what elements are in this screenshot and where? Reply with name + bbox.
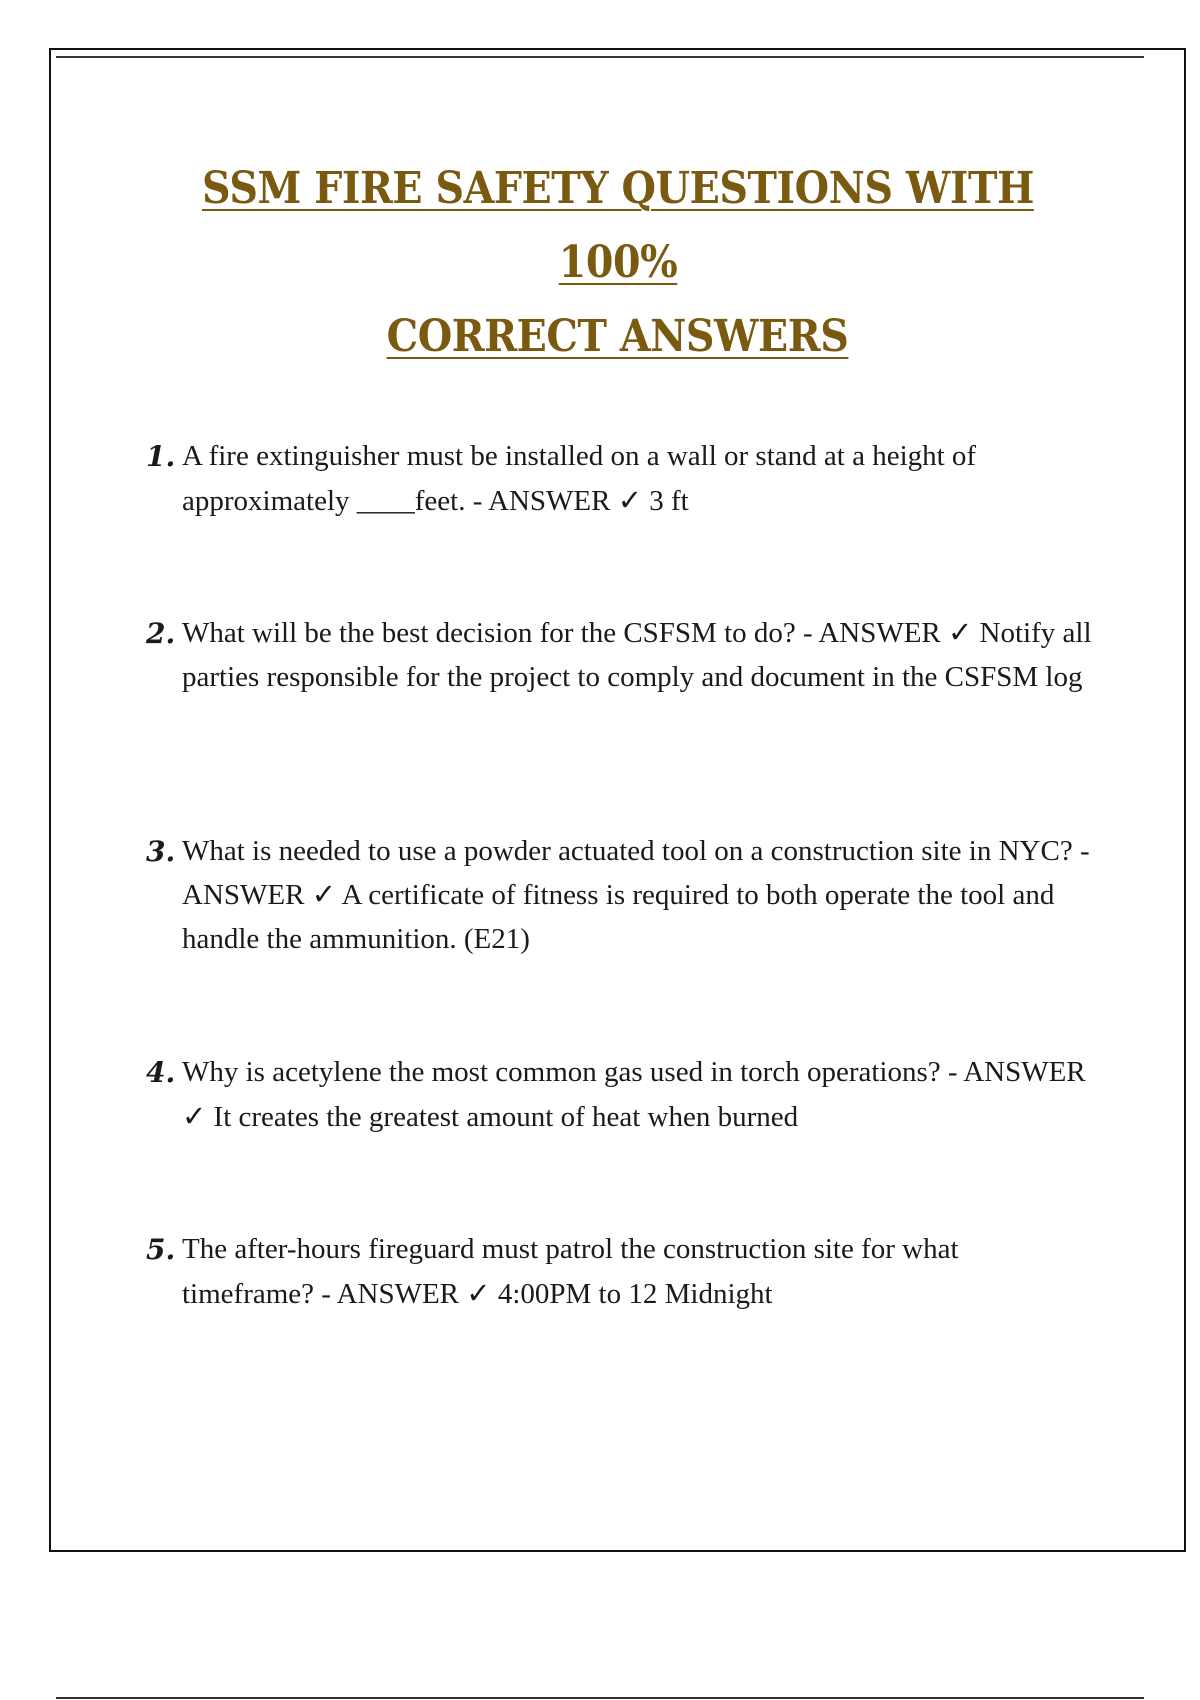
question-text: What is needed to use a powder actuated tool on a construction site in NYC? - ANSWER ✓ A certificate of fitness is required to both operate the tool and handle the ammunition. (E21) <box>182 835 1090 955</box>
question-text: Why is acetylene the most common gas used in torch operations? - ANSWER ✓ It creates the greatest amount of heat when burned <box>182 1056 1086 1133</box>
top-rule <box>56 56 1144 58</box>
page-title <box>100 152 1136 374</box>
question-item <box>146 434 1096 524</box>
question-number: 2. <box>146 617 176 650</box>
question-number: 5. <box>146 1233 176 1266</box>
question-text: A fire extinguisher must be installed on a wall or stand at a height of approximately ____feet. - ANSWER ✓ 3 ft <box>182 440 977 517</box>
title-line-2: CORRECT ANSWERS <box>387 311 849 362</box>
question-number: 3. <box>146 835 176 868</box>
question-item <box>146 1050 1096 1140</box>
question-number: 4. <box>146 1056 176 1089</box>
title-line-1: SSM FIRE SAFETY QUESTIONS WITH 100% <box>202 163 1034 288</box>
question-text: What will be the best decision for the CSFSM to do? - ANSWER ✓ Notify all parties responsible for the project to comply and document in the CSFSM log <box>182 617 1092 693</box>
question-text: The after-hours fireguard must patrol the construction site for what timeframe? - ANSWER ✓ 4:00PM to 12 Midnight <box>182 1233 959 1310</box>
question-item <box>146 829 1096 961</box>
question-number: 1. <box>146 440 176 473</box>
question-item <box>146 611 1096 699</box>
bottom-rule <box>56 1697 1144 1699</box>
question-item <box>146 1227 1096 1317</box>
